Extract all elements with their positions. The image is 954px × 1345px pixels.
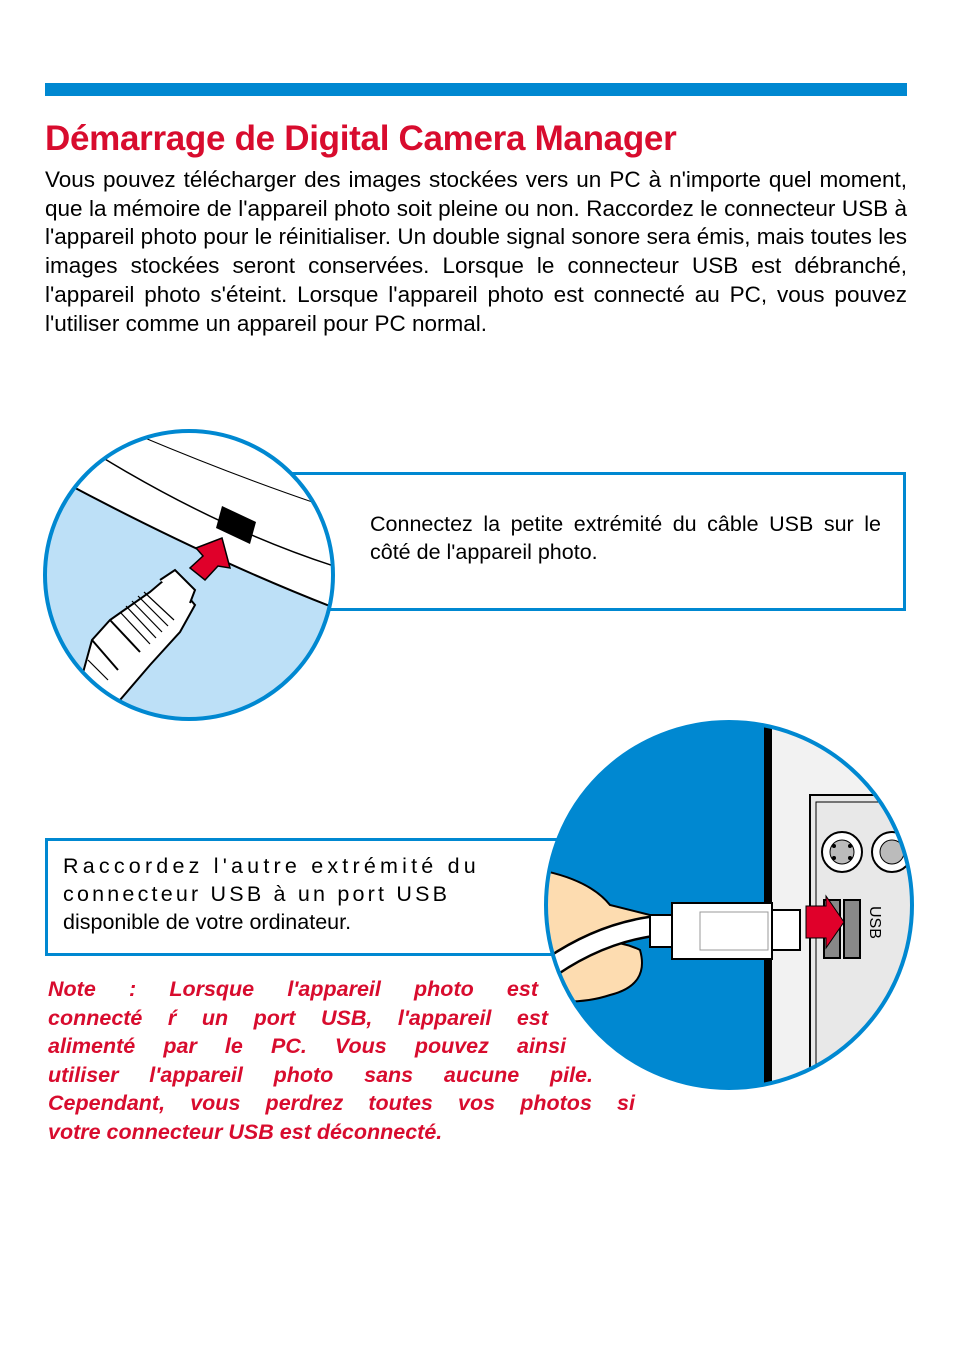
note-line3: alimenté par le PC. Vous pouvez ainsi [48,1034,566,1059]
note-line5: Cependant, vous perdrez toutes vos photos si [48,1091,635,1116]
intro-paragraph: Vous pouvez télécharger des images stockées vers un PC à n'importe quel moment, que la mémoire de l'appareil photo soit pleine ou non. Raccordez le connecteur USB à l'appareil photo pour le réinitialiser. Un double signal sonore sera émis, mais toutes les images stockées seront conservées. Lorsque le connecteur USB est débranché, l'appareil photo s'éteint. Lorsque l'appareil photo est connecté au PC, vous pouvez l'utiliser comme un appareil pour PC normal. [45,167,907,336]
step2-line3: disponible de votre ordinateur. [63,910,352,934]
note-line1: Note : Lorsque l'appareil photo est [48,977,538,1001]
note-line2: connecté ŕ un port USB, l'appareil est [48,1005,548,1030]
step2-line1: Raccordez l'autre extrémité du [63,854,480,878]
step2-line2: connecteur USB à un port USB [63,882,451,906]
page-title: Démarrage de Digital Camera Manager [45,119,677,158]
usb-port-label: USB [866,906,883,939]
step1-instruction: Connectez la petite extrémité du câble USB sur le côté de l'appareil photo. [370,512,881,564]
note-line4: utiliser l'appareil photo sans aucune pile. [48,1062,593,1087]
note-paragraph [48,975,638,1147]
note-line6: votre connecteur USB est déconnecté. [48,1119,443,1144]
